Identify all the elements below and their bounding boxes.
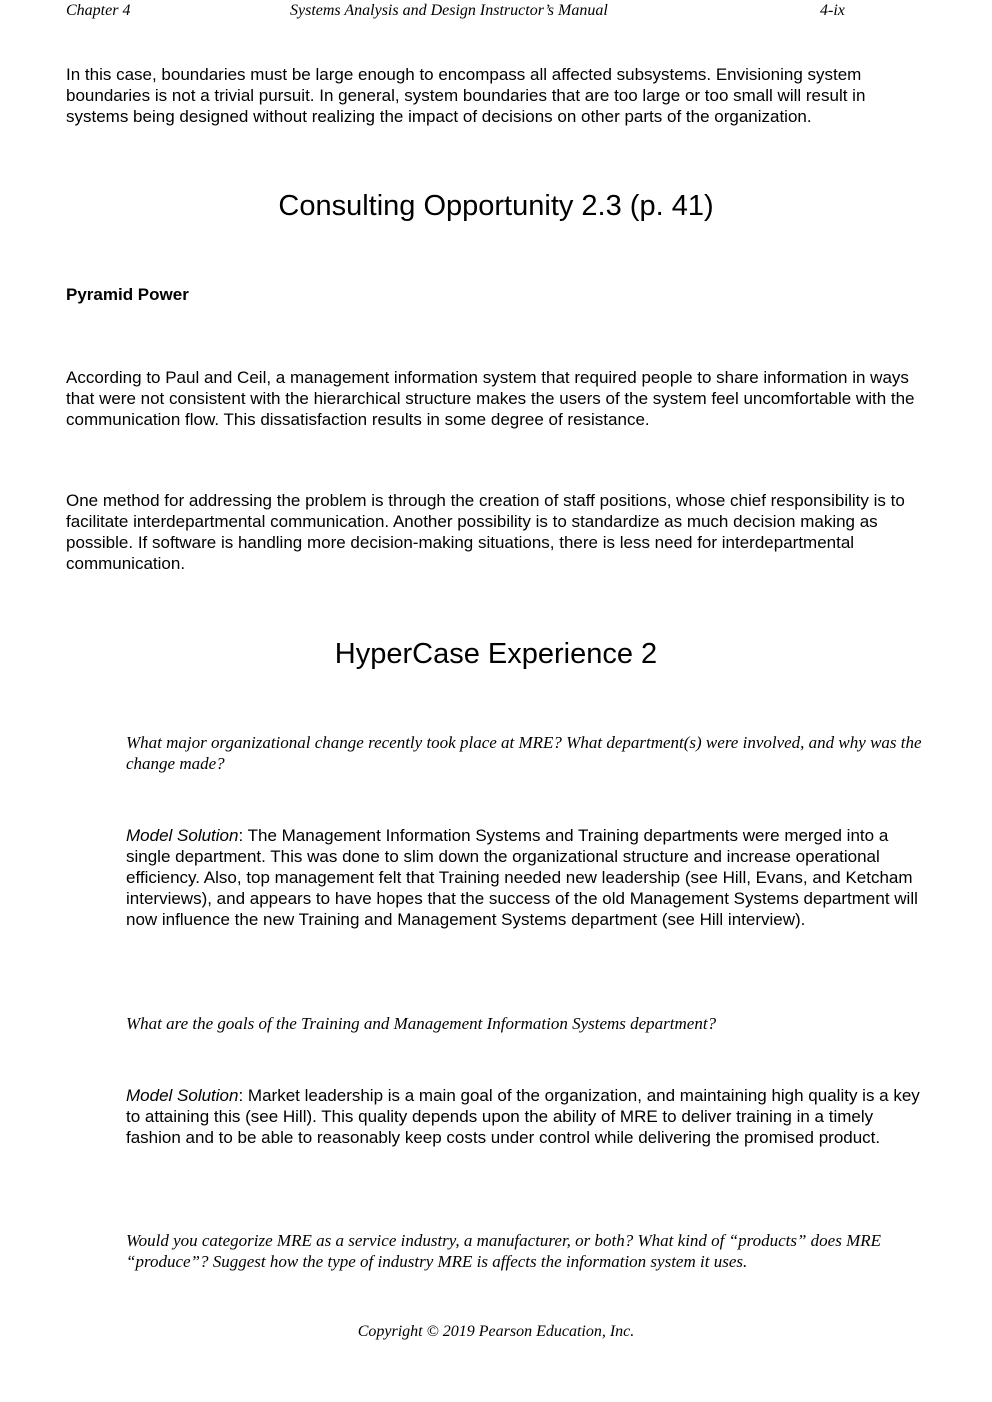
hypercase-question-3: Would you categorize MRE as a service industry, a manufacturer, or both? What kind of “products” does MRE “produce”? Suggest how the type of industry MRE is affects the information system it uses. [126, 1231, 882, 1271]
case-subheading: Pyramid Power [66, 285, 189, 304]
consulting-paragraph-2: One method for addressing the problem is through the creation of staff positions, whose chief responsibility is to facilitate interdepartmental communication. Another possibility is to standardize as much decision making as possible. If software is handling more decision-making situations, there is less need for interdepartmental communication. [66, 491, 905, 573]
solution-text: : The Management Information Systems and Training departments were merged into a single department. This was done to slim down the organizational structure and increase operational efficiency. Also, top management felt that Training needed new leadership (see Hill, Evans, and Ketcham interviews), and appears to have hopes that the success of the old Management Systems department will now influence the new Training and Management Systems department (see Hill interview). [126, 826, 918, 929]
header-chapter: Chapter 4 [66, 2, 131, 19]
running-header [0, 0, 992, 22]
header-manual-title: Systems Analysis and Design Instructor’s Manual [290, 2, 608, 19]
consulting-heading: Consulting Opportunity 2.3 (p. 41) [278, 190, 714, 222]
solution-label: Model Solution [126, 826, 239, 845]
solution-label: Model Solution [126, 1086, 239, 1105]
model-solution-1 [126, 825, 926, 930]
solution-text: : Market leadership is a main goal of the organization, and maintaining high quality is a key to attaining this (see Hill). This quality depends upon the ability of MRE to deliver training in a timely fashion and to be able to reasonably keep costs under control while delivering the promised product. [126, 1086, 920, 1147]
copyright-footer: Copyright © 2019 Pearson Education, Inc. [357, 1323, 635, 1340]
hypercase-question-1: What major organizational change recently took place at MRE? What department(s) were involved, and why was the change made? [126, 733, 922, 773]
consulting-paragraph-1: According to Paul and Ceil, a management information system that required people to share information in ways that were not consistent with the hierarchical structure makes the users of the system feel uncomfortable with the communication flow. This dissatisfaction results in some degree of resistance. [66, 368, 915, 429]
hypercase-heading: HyperCase Experience 2 [334, 638, 658, 670]
header-page-number: 4-ix [820, 2, 845, 19]
intro-paragraph: In this case, boundaries must be large enough to encompass all affected subsystems. Envisioning system boundaries is not a trivial pursuit. In general, system boundaries that are too large or too small will result in systems being designed without realizing the impact of decisions on other parts of the organization. [66, 65, 866, 126]
hypercase-question-2: What are the goals of the Training and Management Information Systems department? [126, 1014, 717, 1033]
model-solution-2 [126, 1085, 926, 1148]
